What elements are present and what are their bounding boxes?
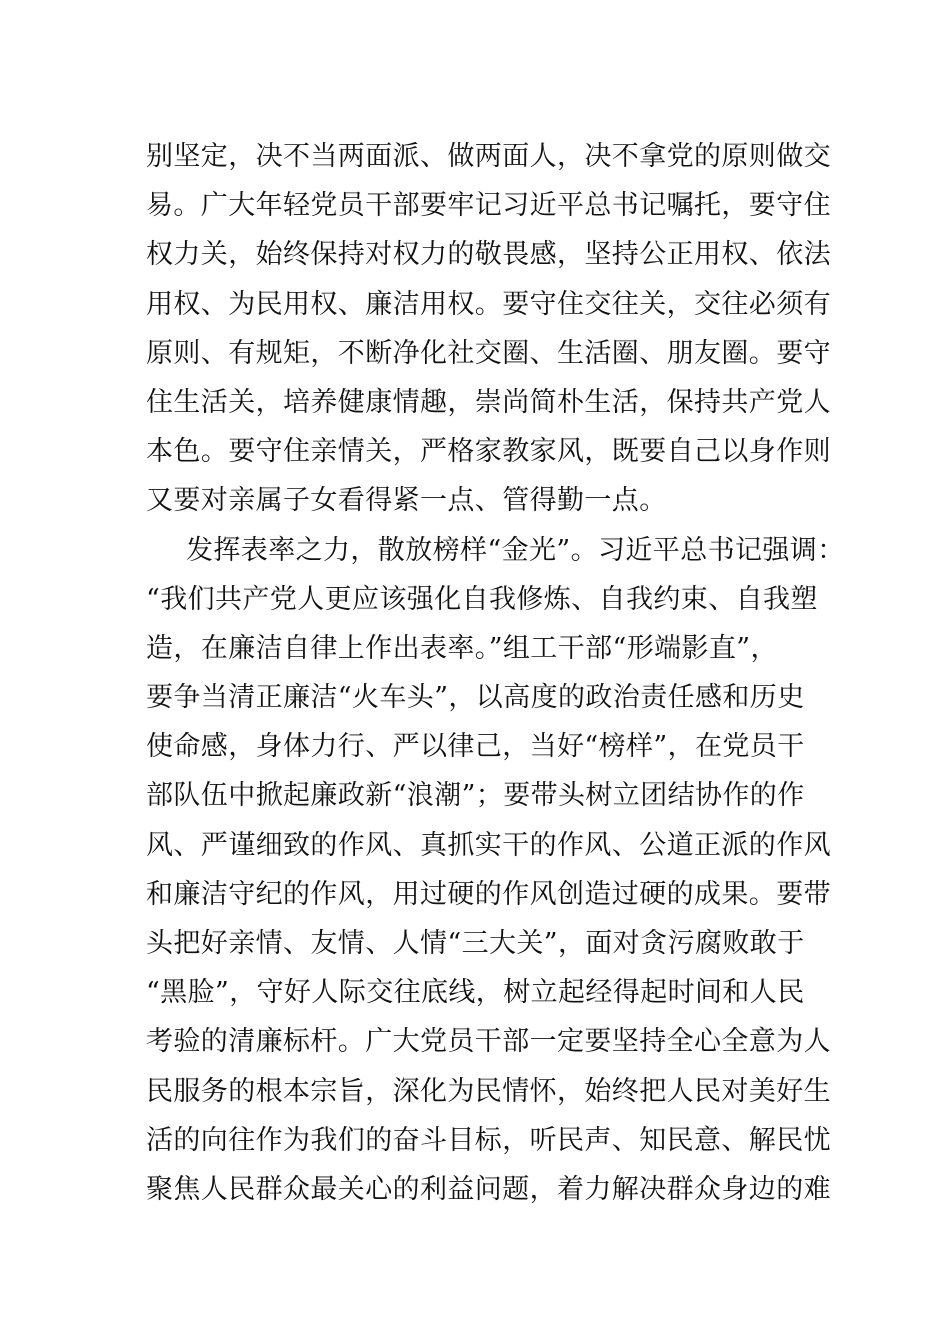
text-line: 住生活关，培养健康情趣，崇尚简朴生活，保持共产党人 bbox=[146, 386, 831, 418]
text-line: 活的向往作为我们的奋斗目标，听民声、知民意、解民忧 bbox=[146, 1124, 831, 1156]
document-body bbox=[146, 132, 845, 1214]
text-line: 原则、有规矩，不断净化社交圈、生活圈、朋友圈。要守 bbox=[146, 337, 831, 369]
text-line: 聚焦人民群众最关心的利益问题，着力解决群众身边的难 bbox=[146, 1173, 831, 1205]
text-line: 权力关，始终保持对权力的敬畏感，坚持公正用权、依法 bbox=[146, 239, 831, 271]
text-line: 易。广大年轻党员干部要牢记习近平总书记嘱托，要守住 bbox=[146, 190, 831, 222]
text-line: “我们共产党人更应该强化自我修炼、自我约束、自我塑 bbox=[146, 583, 818, 615]
text-line: 头把好亲情、友情、人情“三大关”，面对贪污腐败敢于 bbox=[146, 928, 805, 959]
text-line: 部队伍中掀起廉政新“浪潮”；要带头树立团结协作的作 bbox=[146, 780, 805, 812]
text-line: 使命感，身体力行、严以律己，当好“榜样”，在党员干 bbox=[146, 731, 805, 763]
text-line: 和廉洁守纪的作风，用过硬的作风创造过硬的成果。要带 bbox=[146, 878, 831, 910]
text-line: 要争当清正廉洁“火车头”，以高度的政治责任感和历史 bbox=[146, 682, 805, 714]
text-line: 别坚定，决不当两面派、做两面人，决不拿党的原则做交 bbox=[146, 141, 831, 172]
text-line: “黑脸”，守好人际交往底线，树立起经得起时间和人民 bbox=[146, 977, 805, 1009]
paragraph-start-line: 发挥表率之力，散放榜样“金光”。习近平总书记强调： bbox=[186, 534, 845, 566]
text-line: 用权、为民用权、廉洁用权。要守住交往关，交往必须有 bbox=[146, 288, 831, 320]
text-line: 考验的清廉标杆。广大党员干部一定要坚持全心全意为人 bbox=[146, 1026, 831, 1058]
text-line: 造，在廉洁自律上作出表率。”组工干部“形端影直”， bbox=[146, 632, 778, 664]
text-line: 又要对亲属子女看得紧一点、管得勤一点。 bbox=[146, 485, 667, 517]
text-line: 本色。要守住亲情关，严格家教家风，既要自己以身作则 bbox=[146, 436, 831, 468]
text-line: 民服务的根本宗旨，深化为民情怀，始终把人民对美好生 bbox=[146, 1075, 831, 1107]
text-line: 风、严谨细致的作风、真抓实干的作风、公道正派的作风 bbox=[146, 829, 831, 861]
